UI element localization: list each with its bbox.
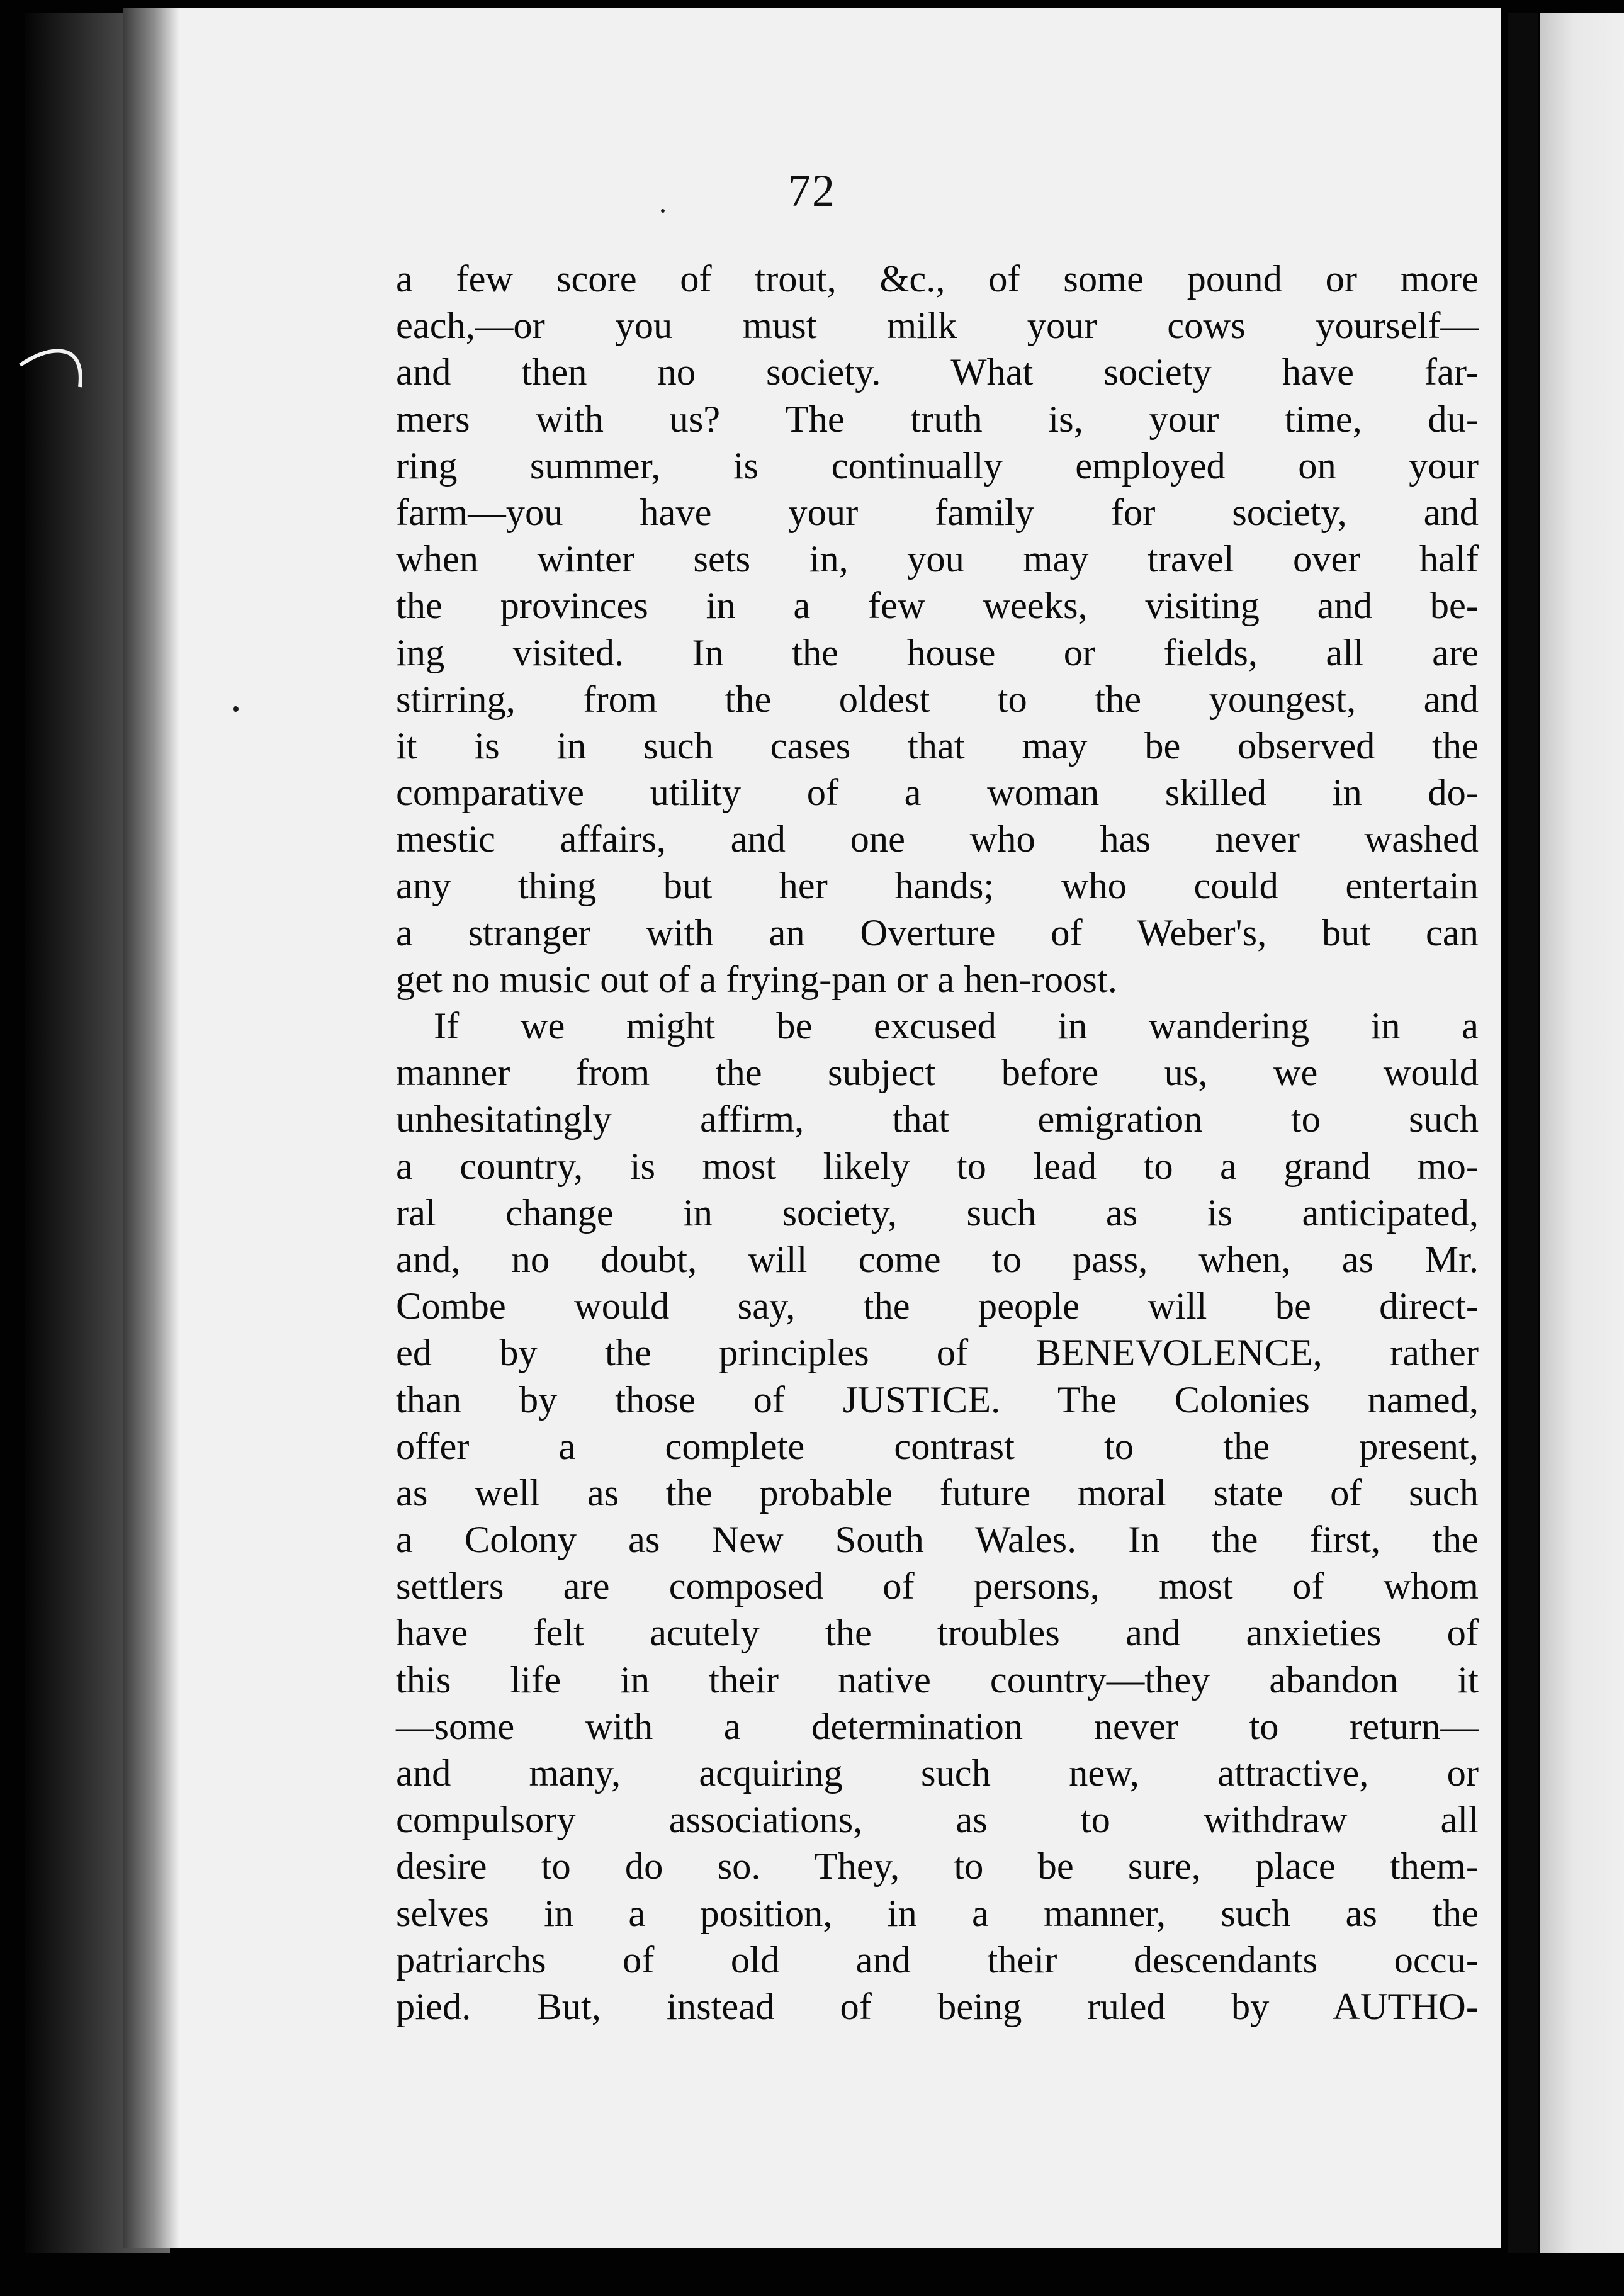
text-line: and then no society. What society have far-	[396, 351, 1479, 394]
text-line: a Colony as New South Wales. In the first, the	[396, 1519, 1479, 1562]
text-line: as well as the probable future moral state of such	[396, 1472, 1479, 1514]
text-line: than by those of JUSTICE. The Colonies named,	[396, 1378, 1479, 1421]
text-line: compulsory associations, as to withdraw all	[396, 1799, 1479, 1842]
text-line: —some with a determination never to return—	[396, 1705, 1479, 1748]
text-line: a country, is most likely to lead to a grand mo-	[396, 1145, 1479, 1188]
ink-speck	[233, 706, 239, 712]
text-line: settlers are composed of persons, most of whom	[396, 1565, 1479, 1608]
text-line: each,—or you must milk your cows yourself—	[396, 305, 1479, 347]
text-line: ring summer, is continually employed on your	[396, 444, 1479, 487]
body-text	[396, 256, 1479, 2030]
text-line: the provinces in a few weeks, visiting and be-	[396, 585, 1479, 627]
text-line: this life in their native country—they abandon it	[396, 1658, 1479, 1701]
text-line: ed by the principles of BENEVOLENCE, rather	[396, 1332, 1479, 1375]
text-line: selves in a position, in a manner, such as the	[396, 1892, 1479, 1935]
text-line: when winter sets in, you may travel over half	[396, 538, 1479, 581]
text-line: any thing but her hands; who could entertain	[396, 865, 1479, 908]
text-line: a stranger with an Overture of Weber's, but can	[396, 911, 1479, 954]
text-line: desire to do so. They, to be sure, place them-	[396, 1845, 1479, 1888]
text-line: Combe would say, the people will be direct-	[396, 1285, 1479, 1328]
text-line: a few score of trout, &c., of some pound or more	[396, 258, 1479, 300]
text-line: stirring, from the oldest to the youngest, and	[396, 678, 1479, 721]
facing-page-edge	[1540, 13, 1624, 2253]
text-line: If we might be excused in wandering in a	[434, 1005, 1479, 1047]
text-line: ing visited. In the house or fields, all are	[396, 631, 1479, 674]
text-line: ral change in society, such as is anticipated,	[396, 1191, 1479, 1234]
text-line: patriarchs of old and their descendants occu-	[396, 1939, 1479, 1981]
text-line: it is in such cases that may be observed the	[396, 724, 1479, 767]
text-line: mers with us? The truth is, your time, du-	[396, 398, 1479, 441]
page-edge-shadow	[1508, 13, 1538, 2253]
text-line: pied. But, instead of being ruled by AUTHO-	[396, 1985, 1479, 2028]
ink-speck	[661, 209, 665, 213]
text-line: and, no doubt, will come to pass, when, as Mr.	[396, 1238, 1479, 1281]
text-line: unhesitatingly affirm, that emigration to such	[396, 1098, 1479, 1141]
text-line: and many, acquiring such new, attractive, or	[396, 1752, 1479, 1794]
book-page	[123, 8, 1501, 2248]
text-line: manner from the subject before us, we would	[396, 1052, 1479, 1095]
page-number: 72	[788, 166, 836, 216]
text-line: get no music out of a frying-pan or a hen-roost.	[396, 958, 1117, 1001]
text-line: farm—you have your family for society, and	[396, 491, 1479, 534]
margin-hook-mark	[14, 340, 83, 397]
text-line: comparative utility of a woman skilled in do-	[396, 772, 1479, 814]
text-line: mestic affairs, and one who has never washed	[396, 818, 1479, 861]
text-line: have felt acutely the troubles and anxieties of	[396, 1612, 1479, 1655]
text-line: offer a complete contrast to the present,	[396, 1425, 1479, 1468]
